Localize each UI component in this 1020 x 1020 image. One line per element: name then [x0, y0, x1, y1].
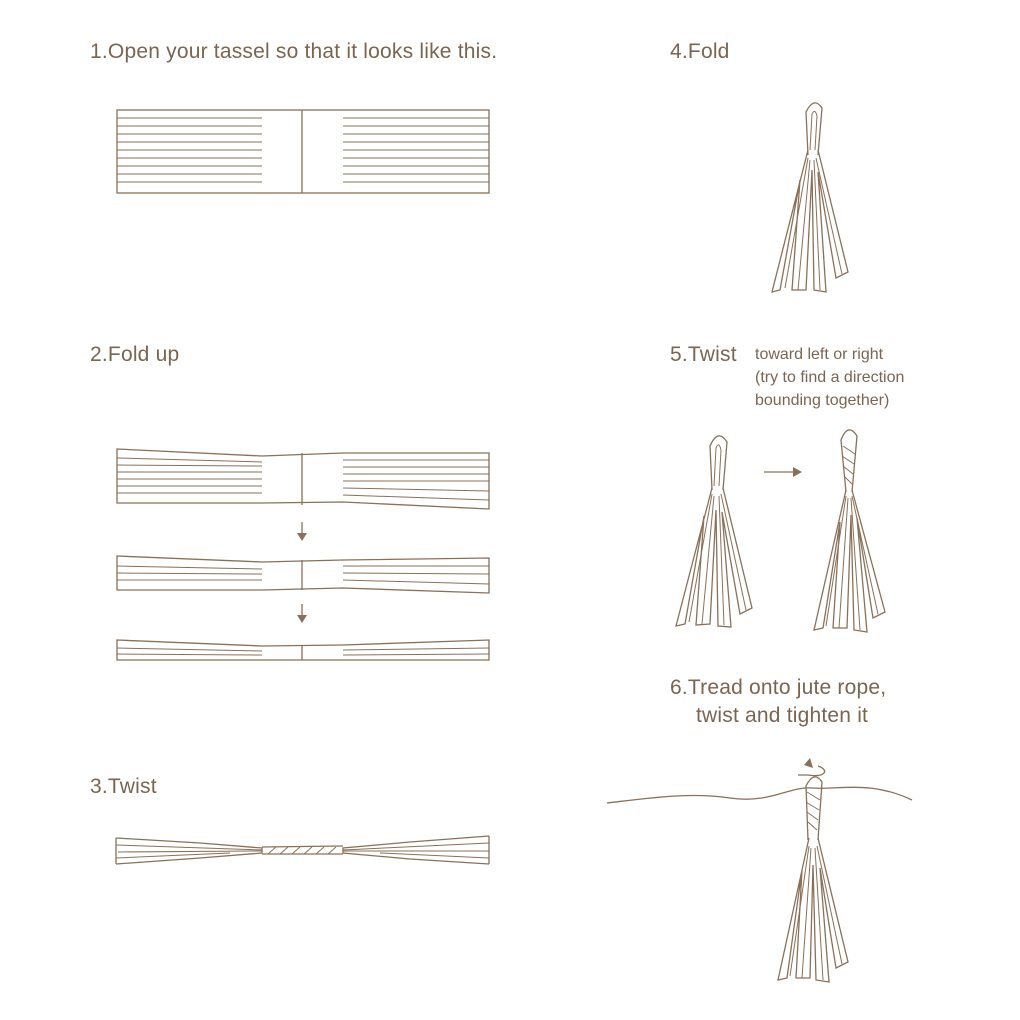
step-6-label-line-1: 6.Tread onto jute rope,	[670, 676, 887, 699]
rope-tassel-illustration	[607, 758, 912, 982]
fold-up-stage-1	[117, 449, 489, 509]
step-5-note-line-3: bounding together)	[755, 392, 890, 409]
tassel-after-twist	[814, 430, 885, 632]
step-3-label: 3.Twist	[90, 775, 157, 798]
twisted-strip-illustration	[116, 836, 489, 864]
open-tassel-illustration	[117, 110, 489, 193]
step-5-note-line-1: toward left or right	[755, 346, 884, 363]
step-4-label: 4.Fold	[670, 40, 730, 63]
step-5-label: 5.Twist	[670, 343, 737, 366]
step-5-note-line-2: (try to find a direction	[755, 369, 905, 386]
fold-up-stage-2	[117, 556, 489, 593]
right-arrow	[764, 467, 802, 477]
step-1-label: 1.Open your tassel so that it looks like this.	[90, 40, 498, 63]
tassel-before-twist	[676, 436, 752, 627]
fold-up-stage-3	[117, 640, 489, 660]
down-arrow-2	[297, 604, 307, 623]
folded-tassel-illustration	[772, 103, 848, 292]
down-arrow-1	[297, 522, 307, 541]
step-6-label-line-2: twist and tighten it	[696, 704, 869, 727]
step-2-label: 2.Fold up	[90, 343, 180, 366]
